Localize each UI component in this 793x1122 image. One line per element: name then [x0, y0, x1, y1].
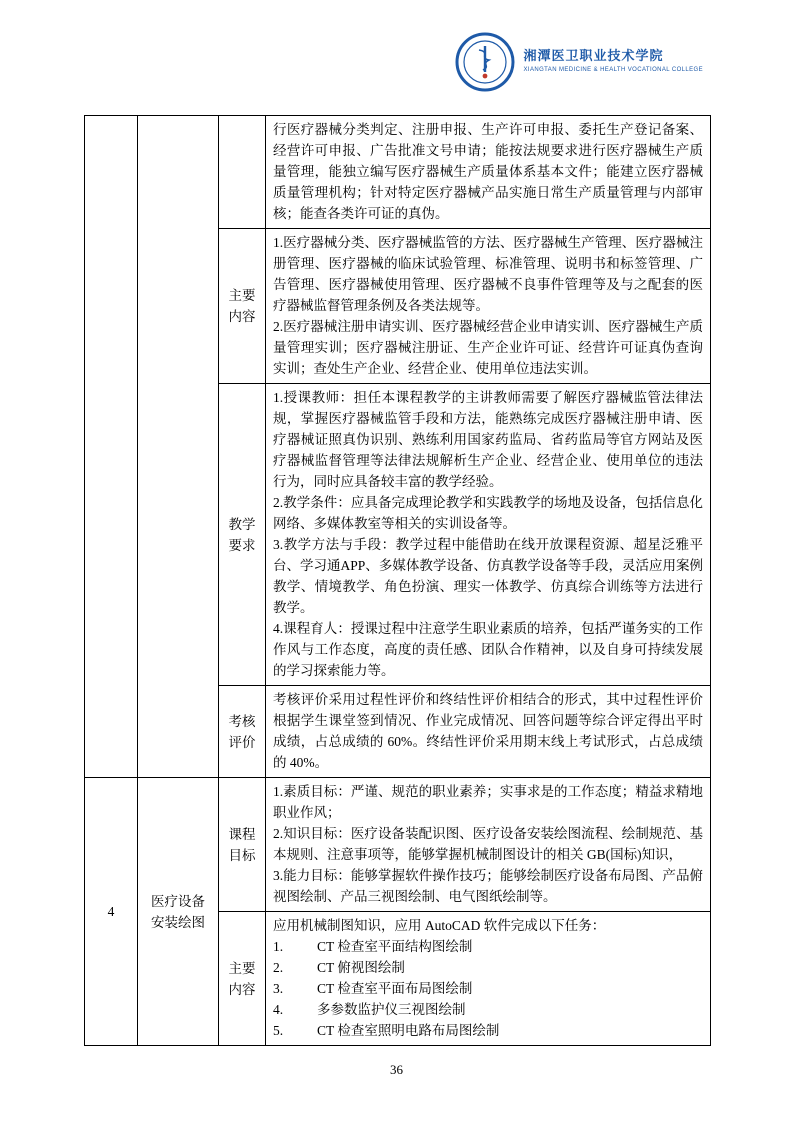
- list-item: [273, 957, 703, 978]
- course-number-cell-empty: [85, 116, 138, 778]
- list-item: [273, 999, 703, 1020]
- paragraph: 2.教学条件：应具备完成理论教学和实践教学的场地及设备，包括信息化网络、多媒体教室等相关的实训设备等。: [273, 495, 703, 531]
- task-intro: 应用机械制图知识，应用 AutoCAD 软件完成以下任务：: [273, 918, 606, 933]
- content-cell-assessment: [266, 686, 711, 778]
- list-item: [273, 1020, 703, 1041]
- task-text: 多参数监护仪三视图绘制: [317, 1002, 466, 1017]
- content-cell-tasks: [266, 912, 711, 1046]
- page-number: 36: [390, 1062, 403, 1077]
- paragraph: 1.医疗器械分类、医疗器械监管的方法、医疗器械生产管理、医疗器械注册管理、医疗器械的临床试验管理、标准管理、说明书和标签管理、广告管理、医疗器械使用管理、医疗器械不良事件管理等及与之配套的医疗器械监督管理条例及各类法规等。: [273, 235, 703, 313]
- task-text: CT 俯视图绘制: [317, 960, 405, 975]
- row-label-empty: [219, 116, 266, 229]
- course-number-cell: 4: [85, 778, 138, 1046]
- row-label-main-content: 主要内容: [219, 229, 266, 384]
- paragraph: 1.授课教师：担任本课程教学的主讲教师需要了解医疗器械监管法律法规，掌握医疗器械监管手段和方法，能熟练完成医疗器械注册申请、医疗器械证照真伪识别、熟练利用国家药监局、省药监局等官方网站及医疗器械监督管理等法律法规解析生产企业、经营企业、使用单位的违法行为，同时应具备较丰富的教学经验。: [273, 390, 703, 489]
- college-name-block: [524, 49, 703, 75]
- paragraph: 4.课程育人：授课过程中注意学生职业素质的培养，包括严谨务实的工作作风与工作态度，高度的责任感、团队合作精神，以及自身可持续发展的学习探索能力等。: [273, 621, 703, 678]
- paragraph: 2.医疗器械注册申请实训、医疗器械经营企业申请实训、医疗器械生产质量管理实训；医疗器械注册证、生产企业许可证、经营许可证真伪查询实训；查处生产企业、经营企业、使用单位违法实训。: [273, 319, 703, 376]
- row-label-course-objectives: 课程目标: [219, 778, 266, 912]
- paragraph: 3.教学方法与手段：教学过程中能借助在线开放课程资源、超星泛雅平台、学习通APP、多媒体教学设备、仿真教学设备等手段，灵活应用案例教学、情境教学、角色扮演、理实一体教学、仿真综合训练等方法进行教学。: [273, 537, 703, 615]
- course-name-cell-empty: [138, 116, 219, 778]
- paragraph-continued: 行医疗器械分类判定、注册申报、生产许可申报、委托生产登记备案、经营许可申报、广告批准文号申请；能按法规要求进行医疗器械生产质量管理，能独立编写医疗器械生产质量体系基本文件；能建立医疗器械质量管理机构；针对特定医疗器械产品实施日常生产质量管理与内部审核；能查各类许可证的真伪。: [273, 122, 703, 221]
- paragraph: 考核评价采用过程性评价和终结性评价相结合的形式，其中过程性评价根据学生课堂签到情况、作业完成情况、回答问题等综合评定得出平时成绩，占总成绩的 60%。终结性评价采用期末线上考试形式，占总成绩的 40%。: [273, 692, 703, 770]
- content-cell-main-content: [266, 229, 711, 384]
- content-cell-teaching-requirements: [266, 384, 711, 686]
- paragraph: 2.知识目标：医疗设备装配识图、医疗设备安装绘图流程、绘制规范、基本规则、注意事项等，能够掌握机械制图设计的相关 GB(国标)知识，: [273, 826, 703, 862]
- list-item: [273, 936, 703, 957]
- table-row: [85, 778, 711, 912]
- task-text: CT 检查室平面布局图绘制: [317, 981, 473, 996]
- paragraph: 1.素质目标：严谨、规范的职业素养；实事求是的工作态度；精益求精地职业作风；: [273, 784, 703, 820]
- task-number: 3.: [273, 981, 284, 996]
- task-number: 1.: [273, 939, 284, 954]
- paragraph: 3.能力目标：能够掌握软件操作技巧；能够绘制医疗设备布局图、产品俯视图绘制、产品三视图绘制、电气图纸绘制等。: [273, 868, 703, 904]
- task-number: 5.: [273, 1023, 284, 1038]
- course-name-cell: 医疗设备安装绘图: [138, 778, 219, 1046]
- college-logo-icon: [455, 32, 515, 92]
- table-row: [85, 116, 711, 229]
- page-header: [455, 32, 703, 92]
- task-text: CT 检查室平面结构图绘制: [317, 939, 473, 954]
- task-text: CT 检查室照明电路布局图绘制: [317, 1023, 500, 1038]
- task-number: 4.: [273, 1002, 284, 1017]
- row-label-main-content-2: 主要内容: [219, 912, 266, 1046]
- content-cell-course-objectives: [266, 778, 711, 912]
- task-number: 2.: [273, 960, 284, 975]
- content-cell-continued: [266, 116, 711, 229]
- college-name-chinese: 湘潭医卫职业技术学院: [523, 49, 664, 65]
- row-label-assessment: 考核评价: [219, 686, 266, 778]
- college-name-english: XIANGTAN MEDICINE & HEALTH VOCATIONAL COLLEGE: [523, 67, 703, 74]
- list-item: [273, 978, 703, 999]
- course-table: [84, 115, 711, 1046]
- row-label-teaching-requirements: 教学要求: [219, 384, 266, 686]
